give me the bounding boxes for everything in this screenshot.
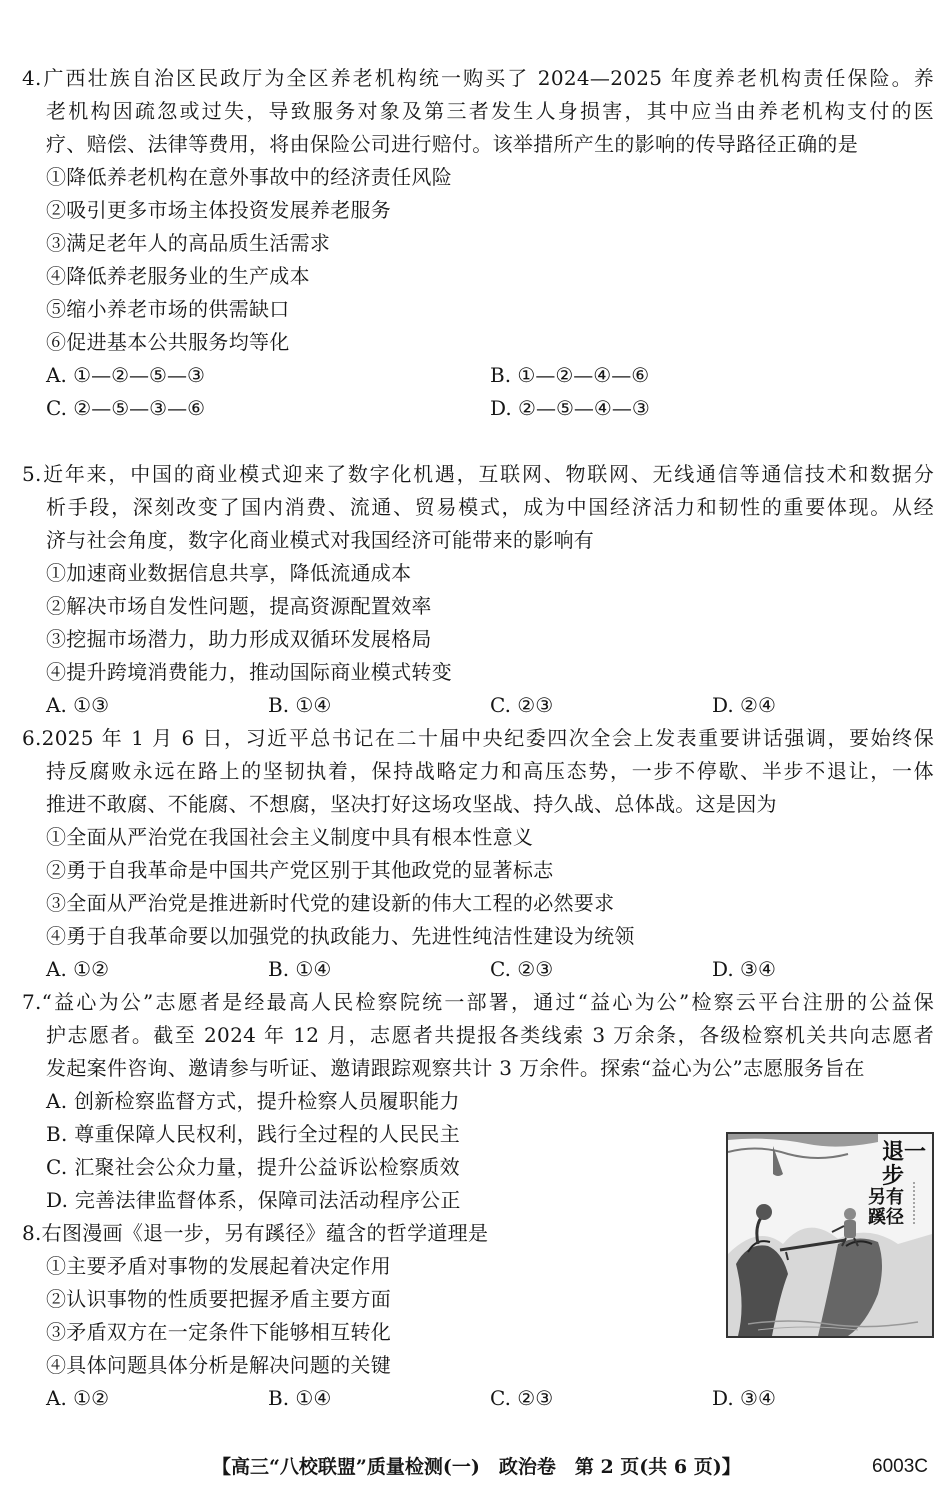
question-stem-line: 6.2025 年 1 月 6 日，习近平总书记在二十届中央纪委四次全会上发表重要讲话强调，要始终保 bbox=[22, 726, 934, 750]
page-footer bbox=[0, 1452, 950, 1482]
answer-option-a[interactable]: A. ①② bbox=[46, 1386, 110, 1410]
statement-item: ⑤缩小养老市场的供需缺口 bbox=[46, 297, 290, 321]
statement-item: ②认识事物的性质要把握矛盾主要方面 bbox=[46, 1287, 392, 1311]
question-stem-line: 济与社会角度，数字化商业模式对我国经济可能带来的影响有 bbox=[46, 528, 595, 552]
answer-option-d[interactable]: D. ②④ bbox=[712, 693, 776, 717]
statement-item: ③全面从严治党是推进新时代党的建设新的伟大工程的必然要求 bbox=[46, 891, 615, 915]
statement-item: ③矛盾双方在一定条件下能够相互转化 bbox=[46, 1320, 392, 1344]
answer-option-c[interactable]: C. 汇聚社会公众力量，提升公益诉讼检察质效 bbox=[46, 1155, 460, 1179]
answer-option-b[interactable]: B. ①④ bbox=[268, 1386, 332, 1410]
answer-options-row bbox=[22, 392, 934, 425]
question-stem-line: 老机构因疏忽或过失，导致服务对象及第三者发生人身损害，其中应当由养老机构支付的医 bbox=[46, 99, 934, 123]
answer-option-c[interactable]: C. ②③ bbox=[490, 1386, 554, 1410]
question-stem-line: 4.广西壮族自治区民政厅为全区养老机构统一购买了 2024—2025 年度养老机构责任保险。养 bbox=[22, 66, 934, 90]
statement-item: ⑥促进基本公共服务均等化 bbox=[46, 330, 290, 354]
question-stem-line: 疗、赔偿、法律等费用，将由保险公司进行赔付。该举措所产生的影响的传导路径正确的是 bbox=[46, 132, 858, 156]
answer-option-a[interactable]: A. ①② bbox=[46, 957, 110, 981]
statement-item: ②吸引更多市场主体投资发展养老服务 bbox=[46, 198, 392, 222]
answer-option-c[interactable]: C. ②③ bbox=[490, 693, 554, 717]
statement-item: ③满足老年人的高品质生活需求 bbox=[46, 231, 331, 255]
question-5 bbox=[22, 458, 934, 722]
question-stem-line: 5.近年来，中国的商业模式迎来了数字化机遇，互联网、物联网、无线通信等通信技术和数据分 bbox=[22, 462, 934, 486]
statement-item: ②解决市场自发性问题，提高资源配置效率 bbox=[46, 594, 432, 618]
question-stem-line: 发起案件咨询、邀请参与听证、邀请跟踪观察共计 3 万余件。探索“益心为公”志愿服务旨在 bbox=[46, 1056, 865, 1080]
statement-item: ①加速商业数据信息共享，降低流通成本 bbox=[46, 561, 412, 585]
question-4 bbox=[22, 62, 934, 425]
question-stem-line: 8.右图漫画《退一步，另有蹊径》蕴含的哲学道理是 bbox=[22, 1221, 489, 1245]
question-stem-line: 7.“益心为公”志愿者是经最高人民检察院统一部署，通过“益心为公”检察云平台注册的公益保 bbox=[22, 990, 934, 1014]
answer-option-b[interactable]: B. ①④ bbox=[268, 957, 332, 981]
question-8 bbox=[22, 1217, 712, 1382]
question-stem-line: 推进不敢腐、不能腐、不想腐，坚决打好这场攻坚战、持久战、总体战。这是因为 bbox=[46, 792, 777, 816]
answer-option-a[interactable]: A. ①③ bbox=[46, 693, 110, 717]
cartoon-caption-line1: 退一步 bbox=[882, 1139, 927, 1189]
answer-option-d[interactable]: D. ③④ bbox=[712, 957, 776, 981]
cartoon-illustration bbox=[726, 1132, 934, 1338]
answer-option-c[interactable]: C. ②—⑤—③—⑥ bbox=[46, 396, 206, 420]
answer-option-b[interactable]: B. 尊重保障人民权利，践行全过程的人民民主 bbox=[46, 1122, 461, 1146]
statement-item: ③挖掘市场潜力，助力形成双循环发展格局 bbox=[46, 627, 432, 651]
answer-options-row bbox=[22, 1382, 934, 1415]
answer-options-row bbox=[22, 953, 934, 986]
footer-title: 【高三“八校联盟”质量检测(一) 政治卷 第 2 页(共 6 页)】 bbox=[212, 1456, 741, 1478]
question-6 bbox=[22, 722, 934, 986]
answer-options-row bbox=[22, 359, 934, 392]
question-stem-line: 析手段，深刻改变了国内消费、流通、贸易模式，成为中国经济活力和韧性的重要体现。从经 bbox=[46, 495, 934, 519]
answer-option-d[interactable]: D. 完善法律监督体系，保障司法活动程序公正 bbox=[46, 1188, 461, 1212]
statement-item: ①降低养老机构在意外事故中的经济责任风险 bbox=[46, 165, 452, 189]
statement-item: ①主要矛盾对事物的发展起着决定作用 bbox=[46, 1254, 392, 1278]
statement-item: ④降低养老服务业的生产成本 bbox=[46, 264, 310, 288]
footer-code: 6003C bbox=[872, 1456, 928, 1477]
answer-option-d[interactable]: D. ②—⑤—④—③ bbox=[490, 396, 650, 420]
answer-option-a[interactable]: A. ①—②—⑤—③ bbox=[46, 363, 205, 387]
answer-option-b[interactable]: B. ①④ bbox=[268, 693, 332, 717]
answer-option-d[interactable]: D. ③④ bbox=[712, 1386, 776, 1410]
statement-item: ④具体问题具体分析是解决问题的关键 bbox=[46, 1353, 392, 1377]
question-8-options bbox=[22, 1382, 934, 1415]
answer-options-row bbox=[22, 689, 934, 722]
statement-item: ②勇于自我革命是中国共产党区别于其他政党的显著标志 bbox=[46, 858, 554, 882]
answer-option-a[interactable]: A. 创新检察监督方式，提升检察人员履职能力 bbox=[46, 1089, 460, 1113]
question-stem-line: 护志愿者。截至 2024 年 12 月，志愿者共提报各类线索 3 万余条，各级检察机关共向志愿者 bbox=[46, 1023, 934, 1047]
answer-option-c[interactable]: C. ②③ bbox=[490, 957, 554, 981]
cartoon-caption-line2: 另有蹊径 bbox=[868, 1187, 904, 1228]
statement-item: ④提升跨境消费能力，推动国际商业模式转变 bbox=[46, 660, 452, 684]
answer-option-b[interactable]: B. ①—②—④—⑥ bbox=[490, 363, 650, 387]
cartoon-caption bbox=[868, 1140, 932, 1228]
statement-item: ④勇于自我革命要以加强党的执政能力、先进性纯洁性建设为统领 bbox=[46, 924, 635, 948]
question-stem-line: 持反腐败永远在路上的坚韧执着，保持战略定力和高压态势，一步不停歇、半步不退让，一体 bbox=[46, 759, 934, 783]
statement-item: ①全面从严治党在我国社会主义制度中具有根本性意义 bbox=[46, 825, 534, 849]
